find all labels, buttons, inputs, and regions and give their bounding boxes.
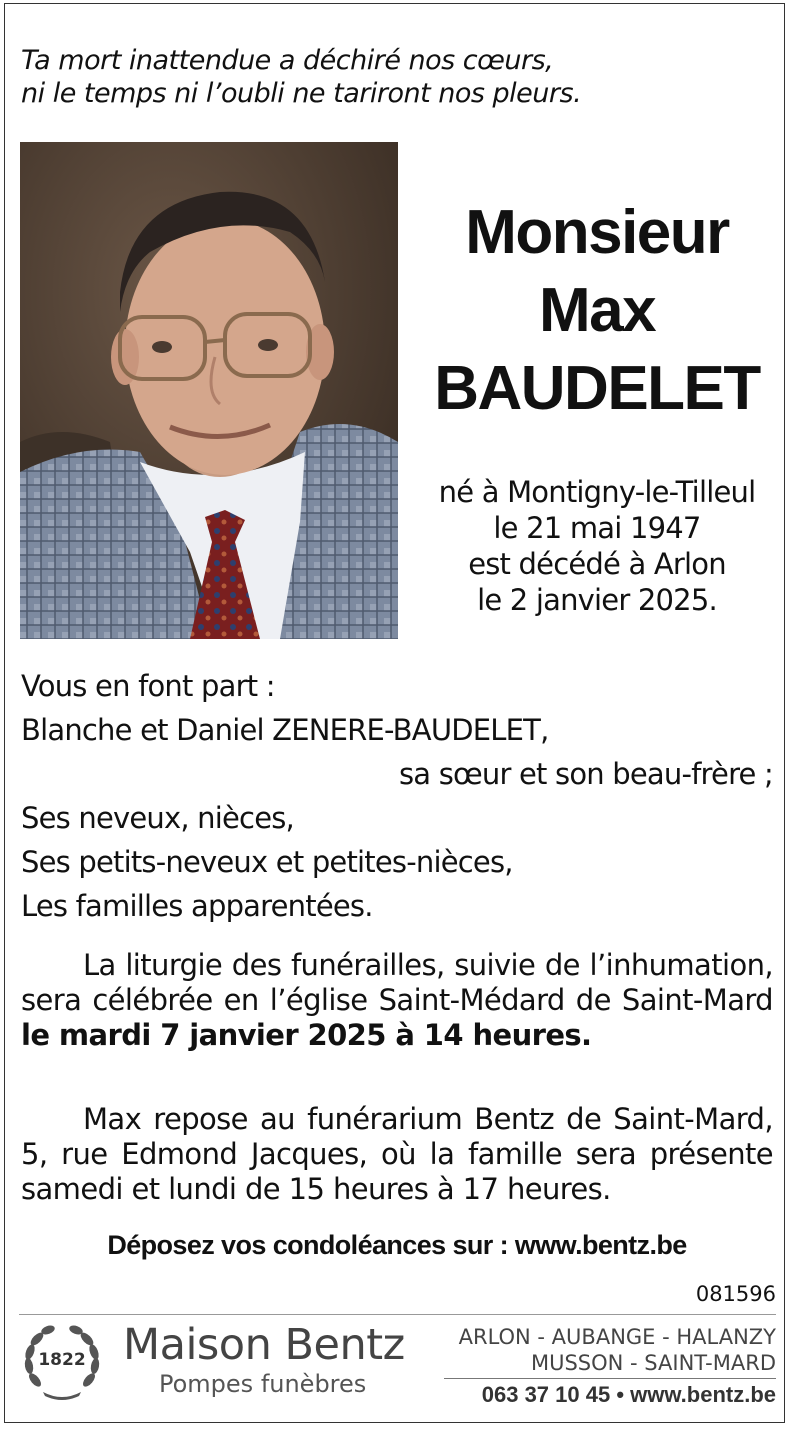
epitaph-line-1: Ta mort inattendue a déchiré nos cœurs, [21, 45, 554, 76]
funeral-home-footer [19, 1320, 776, 1420]
epitaph [21, 44, 721, 110]
condolences-link[interactable]: Déposez vos condoléances sur : www.bentz.be [107, 1230, 687, 1260]
funeral-paragraph [21, 948, 773, 1053]
family-announcement [21, 664, 773, 928]
locations-line-1: ARLON - AUBANGE - HALANZY [458, 1325, 776, 1349]
birth-death-details [417, 474, 777, 618]
birth-place: né à Montigny-le-Tilleul [438, 475, 756, 509]
epitaph-line-2: ni le temps ni l’oubli ne tariront nos pleurs. [21, 78, 582, 109]
funeral-home-subtitle: Pompes funèbres [159, 1370, 367, 1398]
death-notice [4, 3, 785, 1423]
footer-divider [19, 1314, 776, 1315]
locations-line-2: MUSSON - SAINT-MARD [530, 1351, 776, 1375]
visitation-paragraph [21, 1102, 773, 1207]
funeral-text: La liturgie des funérailles, suivie de l’inhumation, sera célébrée en l’église Saint-Médard de Saint-Mard [21, 948, 773, 1017]
death-place: est décédé à Arlon [468, 547, 726, 581]
funeral-date-time: le mardi 7 janvier 2025 à 14 heures. [21, 1018, 592, 1052]
locations-divider [444, 1378, 776, 1379]
family-line: Les familles apparentées. [21, 889, 373, 923]
family-line: Blanche et Daniel ZENERE-BAUDELET, [21, 713, 549, 747]
reference-number: 081596 [695, 1282, 776, 1306]
visitation-text: Max repose au funérarium Bentz de Saint-Mard, 5, rue Edmond Jacques, où la famille sera présente samedi et lundi de 15 heures à 17 heures. [21, 1102, 773, 1206]
family-line: Ses petits-neveux et petites-nièces, [21, 845, 513, 879]
name-title: Monsieur [465, 198, 729, 267]
funeral-home-locations [459, 1324, 776, 1376]
portrait-photo [20, 142, 398, 639]
name-last: BAUDELET [434, 354, 760, 423]
name-first: Max [538, 276, 656, 345]
funeral-home-name: Maison Bentz [123, 1320, 405, 1370]
death-date: le 2 janvier 2025. [477, 583, 717, 617]
funeral-home-contact[interactable]: 063 37 10 45 • www.bentz.be [481, 1382, 776, 1407]
birth-date: le 21 mai 1947 [493, 511, 701, 545]
deceased-name [417, 194, 777, 428]
family-relation: sa sœur et son beau-frère ; [399, 757, 773, 791]
founding-year: 1822 [38, 1350, 86, 1370]
family-line: Ses neveux, nièces, [21, 801, 294, 835]
family-intro: Vous en font part : [21, 669, 275, 703]
